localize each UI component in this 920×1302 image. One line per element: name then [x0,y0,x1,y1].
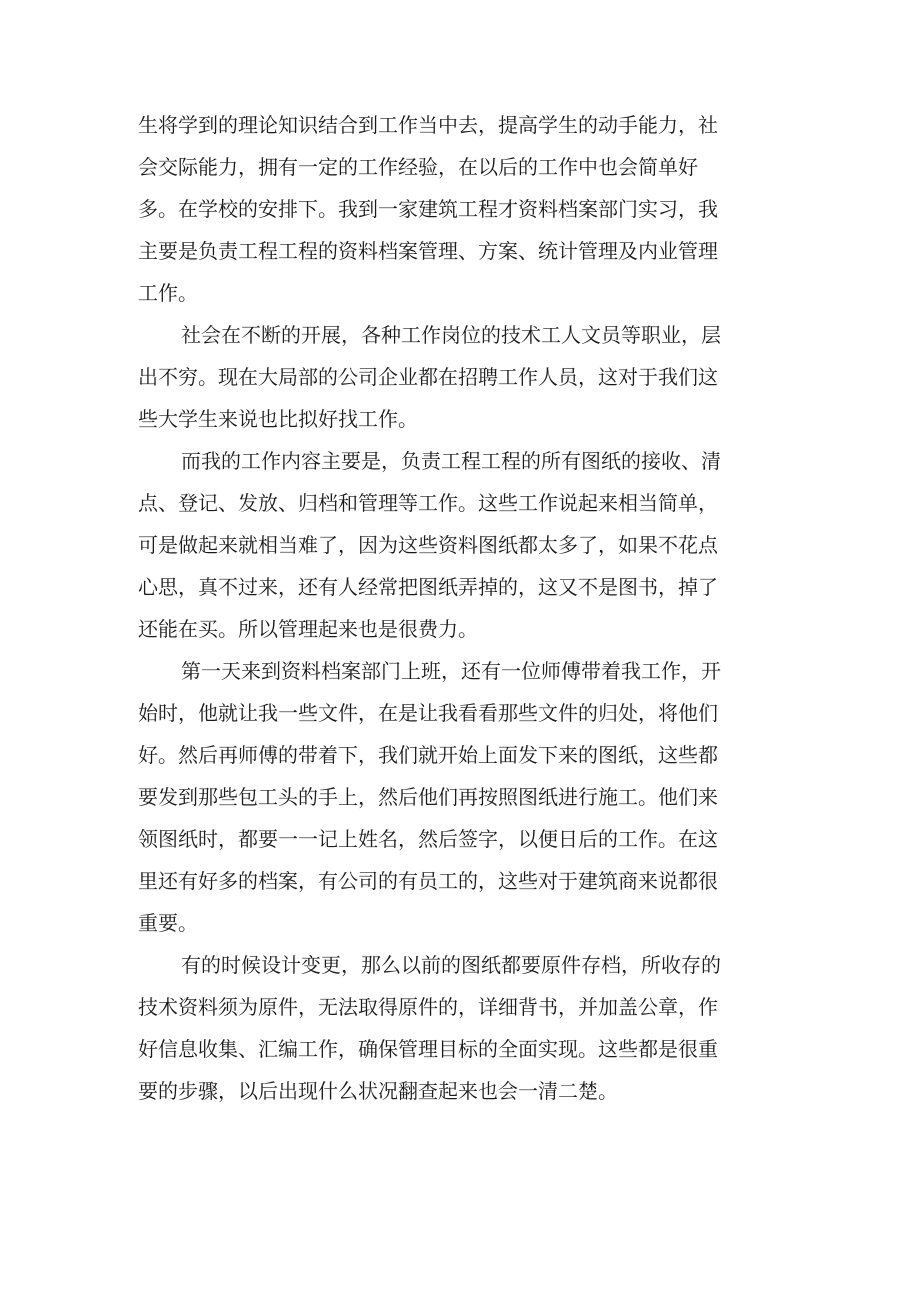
text-line: 领图纸时，都要一一记上姓名，然后签字，以便日后的工作。在这 [138,827,718,851]
text-line: 有的时候设计变更，那么以前的图纸都要原件存档，所收存的 [181,953,721,977]
paragraph [138,944,778,1112]
paragraph [138,314,778,440]
text-line: 始时，他就让我一些文件，在是让我看看那些文件的归处，将他们 [138,701,718,725]
text-line: 工作。 [138,281,198,305]
text-line: 技术资料须为原件，无法取得原件的，详细背书，并加盖公章，作 [138,995,718,1019]
text-line: 而我的工作内容主要是，负责工程工程的所有图纸的接收、清 [181,449,721,473]
paragraph [138,440,778,650]
text-line: 些大学生来说也比拟好找工作。 [138,407,418,431]
document-body [138,104,778,1112]
paragraph [138,104,778,314]
text-line: 好信息收集、汇编工作，确保管理目标的全面实现。这些都是很重 [138,1037,718,1061]
text-line: 社会在不断的开展，各种工作岗位的技术工人文员等职业，层 [181,323,721,347]
text-line: 主要是负责工程工程的资料档案管理、方案、统计管理及内业管理 [138,239,718,263]
text-line: 心思，真不过来，还有人经常把图纸弄掉的，这又不是图书，掉了 [138,575,718,599]
text-line: 可是做起来就相当难了，因为这些资料图纸都太多了，如果不花点 [138,533,718,557]
paragraph [138,650,778,944]
text-line: 还能在买。所以管理起来也是很费力。 [138,617,478,641]
text-line: 多。在学校的安排下。我到一家建筑工程才资料档案部门实习，我 [138,197,718,221]
text-line: 出不穷。现在大局部的公司企业都在招聘工作人员，这对于我们这 [138,365,718,389]
text-line: 重要。 [138,911,198,935]
text-line: 生将学到的理论知识结合到工作当中去，提高学生的动手能力，社 [138,113,718,137]
text-line: 要的步骤，以后出现什么状况翻查起来也会一清二楚。 [138,1079,618,1103]
text-line: 第一天来到资料档案部门上班，还有一位师傅带着我工作，开 [181,659,721,683]
text-line: 里还有好多的档案，有公司的有员工的，这些对于建筑商来说都很 [138,869,718,893]
text-line: 点、登记、发放、归档和管理等工作。这些工作说起来相当简单， [138,491,718,515]
text-line: 会交际能力，拥有一定的工作经验，在以后的工作中也会简单好 [138,155,698,179]
text-line: 要发到那些包工头的手上，然后他们再按照图纸进行施工。他们来 [138,785,718,809]
text-line: 好。然后再师傅的带着下，我们就开始上面发下来的图纸，这些都 [138,743,718,767]
